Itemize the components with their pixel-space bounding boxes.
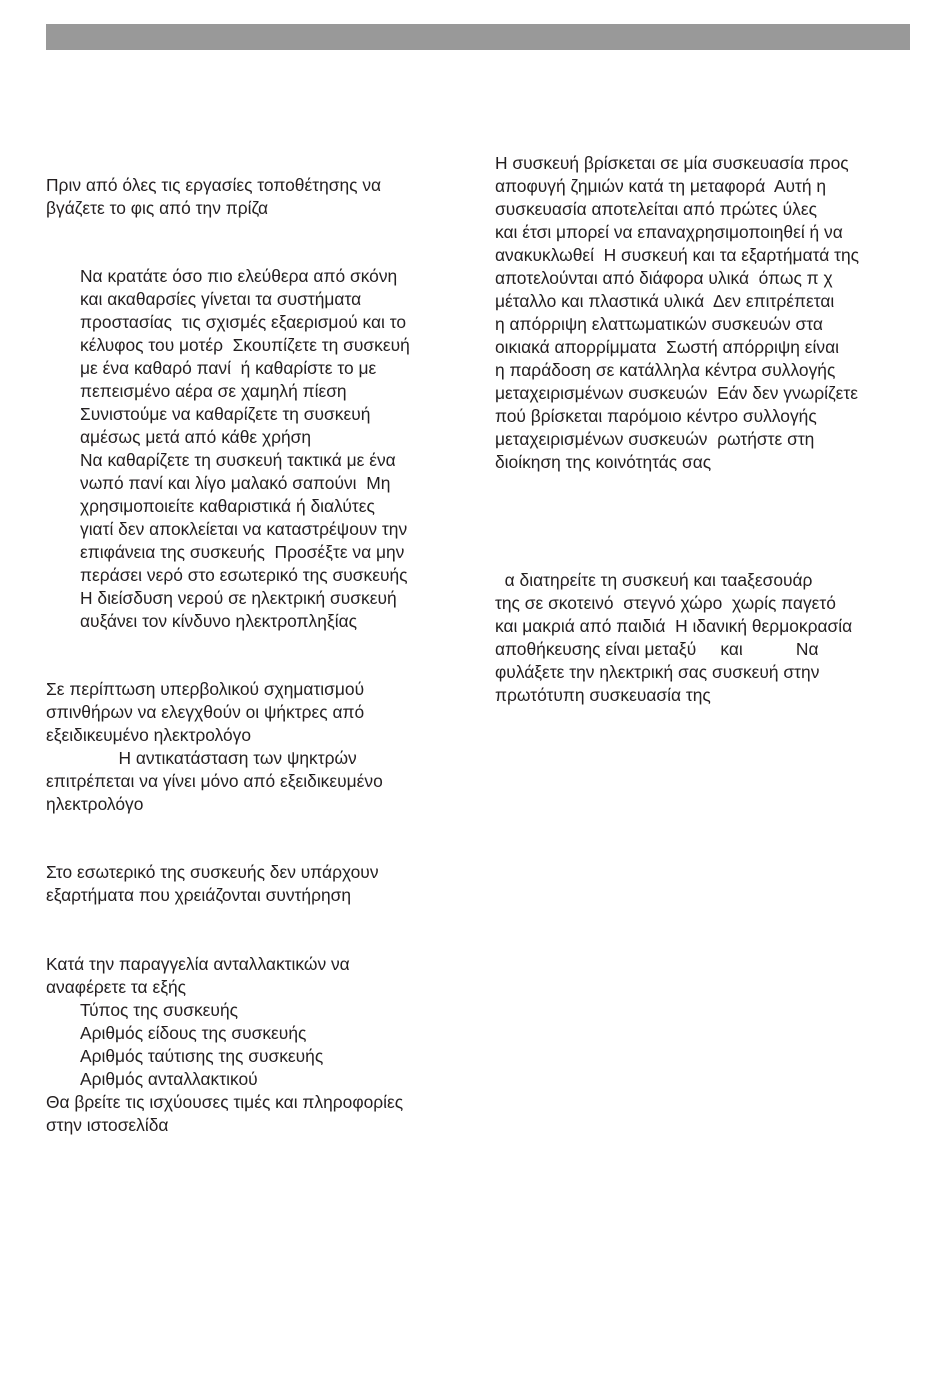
text-line: η απόρριψη ελαττωματικών συσκευών στα: [495, 314, 823, 334]
text-line: στην ιστοσελίδα: [46, 1115, 169, 1135]
text-line: Να καθαρίζετε τη συσκευή τακτικά με ένα: [80, 450, 396, 470]
text-line: Συνιστούμε να καθαρίζετε τη συσκευή: [80, 404, 371, 424]
text-line: πού βρίσκεται παρόμοιο κέντρο συλλογής: [495, 406, 817, 426]
text-line: αποθήκευσης είναι μεταξύ και Να: [495, 639, 819, 659]
text-line: Η αντικατάσταση των ψηκτρών: [46, 748, 357, 768]
text-line: φυλάξετε την ηλεκτρική σας συσκευή στην: [495, 662, 820, 682]
text-line: οικιακά απορρίμματα Σωστή απόρριψη είναι: [495, 337, 840, 357]
text-line: περάσει νερό στο εσωτερικό της συσκευής: [80, 565, 408, 585]
text-line: Η συσκευή βρίσκεται σε μία συσκευασία προς: [495, 153, 849, 173]
text-line: α διατηρείτε τη συσκευή και ταaξεσουάρ: [495, 570, 813, 590]
spare-parts-item: Αριθμός ταύτισης της συσκευής: [80, 1046, 324, 1066]
text-line: αναφέρετε τα εξής: [46, 977, 187, 997]
text-line: Στο εσωτερικό της συσκευής δεν υπάρχουν: [46, 862, 379, 882]
spare-parts-item: Αριθμός είδους της συσκευής: [80, 1023, 307, 1043]
text-line: γιατί δεν αποκλείεται να καταστρέψουν την: [80, 519, 408, 539]
text-line: αποφυγή ζημιών κατά τη μεταφορά Αυτή η: [495, 176, 827, 196]
text-line: Πριν από όλες τις εργασίες τοποθέτησης να: [46, 175, 382, 195]
section-cleaning: [46, 265, 500, 633]
text-line: αποτελούνται από διάφορα υλικά όπως π χ: [495, 268, 833, 288]
text-line: πεπεισμένο αέρα σε χαμηλή πίεση: [80, 381, 347, 401]
section-unplug: [46, 174, 466, 220]
text-line: με ένα καθαρό πανί ή καθαρίστε το με: [80, 358, 377, 378]
text-line: διοίκηση της κοινότητάς σας: [495, 452, 712, 472]
section-spare-parts: [46, 953, 466, 1137]
text-line: και έτσι μπορεί να επαναχρησιμοποιηθεί ή να: [495, 222, 843, 242]
text-line: μέταλλο και πλαστικά υλικά Δεν επιτρέπεται: [495, 291, 835, 311]
spare-parts-item: Τύπος της συσκευής: [80, 1000, 239, 1020]
text-line: επιτρέπεται να γίνει μόνο από εξειδικευμένο: [46, 771, 383, 791]
text-line: εξειδικευμένο ηλεκτρολόγο: [46, 725, 252, 745]
text-line: Να κρατάτε όσο πιο ελεύθερα από σκόνη: [80, 266, 398, 286]
text-line: η παράδοση σε κατάλληλα κέντρα συλλογής: [495, 360, 836, 380]
text-line: αυξάνει τον κίνδυνο ηλεκτροπληξίας: [80, 611, 358, 631]
text-line: αμέσως μετά από κάθε χρήση: [80, 427, 312, 447]
spare-parts-item: Αριθμός ανταλλακτικού: [80, 1069, 258, 1089]
text-line: μεταχειρισμένων συσκευών ρωτήστε στη: [495, 429, 815, 449]
text-line: κέλυφος του μοτέρ Σκουπίζετε τη συσκευή: [80, 335, 410, 355]
section-brushes: [46, 678, 466, 816]
section-maintenance: [46, 861, 466, 907]
text-line: πρωτότυπη συσκευασία της: [495, 685, 711, 705]
text-line: Η διείσδυση νερού σε ηλεκτρική συσκευή: [80, 588, 397, 608]
section-disposal: [495, 152, 915, 474]
text-line: βγάζετε το φις από την πρίζα: [46, 198, 269, 218]
text-line: προστασίας τις σχισμές εξαερισμού και το: [80, 312, 406, 332]
text-line: ηλεκτρολόγο: [46, 794, 144, 814]
text-line: Θα βρείτε τις ισχύουσες τιμές και πληροφορίες: [46, 1092, 404, 1112]
text-line: και ακαθαρσίες γίνεται τα συστήματα: [80, 289, 362, 309]
text-line: της σε σκοτεινό στεγνό χώρο χωρίς παγετό: [495, 593, 836, 613]
text-line: και μακριά από παιδιά Η ιδανική θερμοκρασία: [495, 616, 853, 636]
section-storage: [495, 569, 915, 707]
text-line: σπινθήρων να ελεγχθούν οι ψήκτρες από: [46, 702, 365, 722]
text-line: χρησιμοποιείτε καθαριστικά ή διαλύτες: [80, 496, 375, 516]
text-line: εξαρτήματα που χρειάζονται συντήρηση: [46, 885, 352, 905]
text-line: νωπό πανί και λίγο μαλακό σαπούνι Μη: [80, 473, 391, 493]
header-bar: [46, 24, 910, 50]
text-line: Κατά την παραγγελία ανταλλακτικών να: [46, 954, 350, 974]
text-line: μεταχειρισμένων συσκευών Εάν δεν γνωρίζετε: [495, 383, 859, 403]
text-line: ανακυκλωθεί Η συσκευή και τα εξαρτήματά της: [495, 245, 860, 265]
text-line: Σε περίπτωση υπερβολικού σχηματισμού: [46, 679, 365, 699]
text-line: συσκευασία αποτελείται από πρώτες ύλες: [495, 199, 817, 219]
text-line: επιφάνεια της συσκευής Προσέξτε να μην: [80, 542, 405, 562]
